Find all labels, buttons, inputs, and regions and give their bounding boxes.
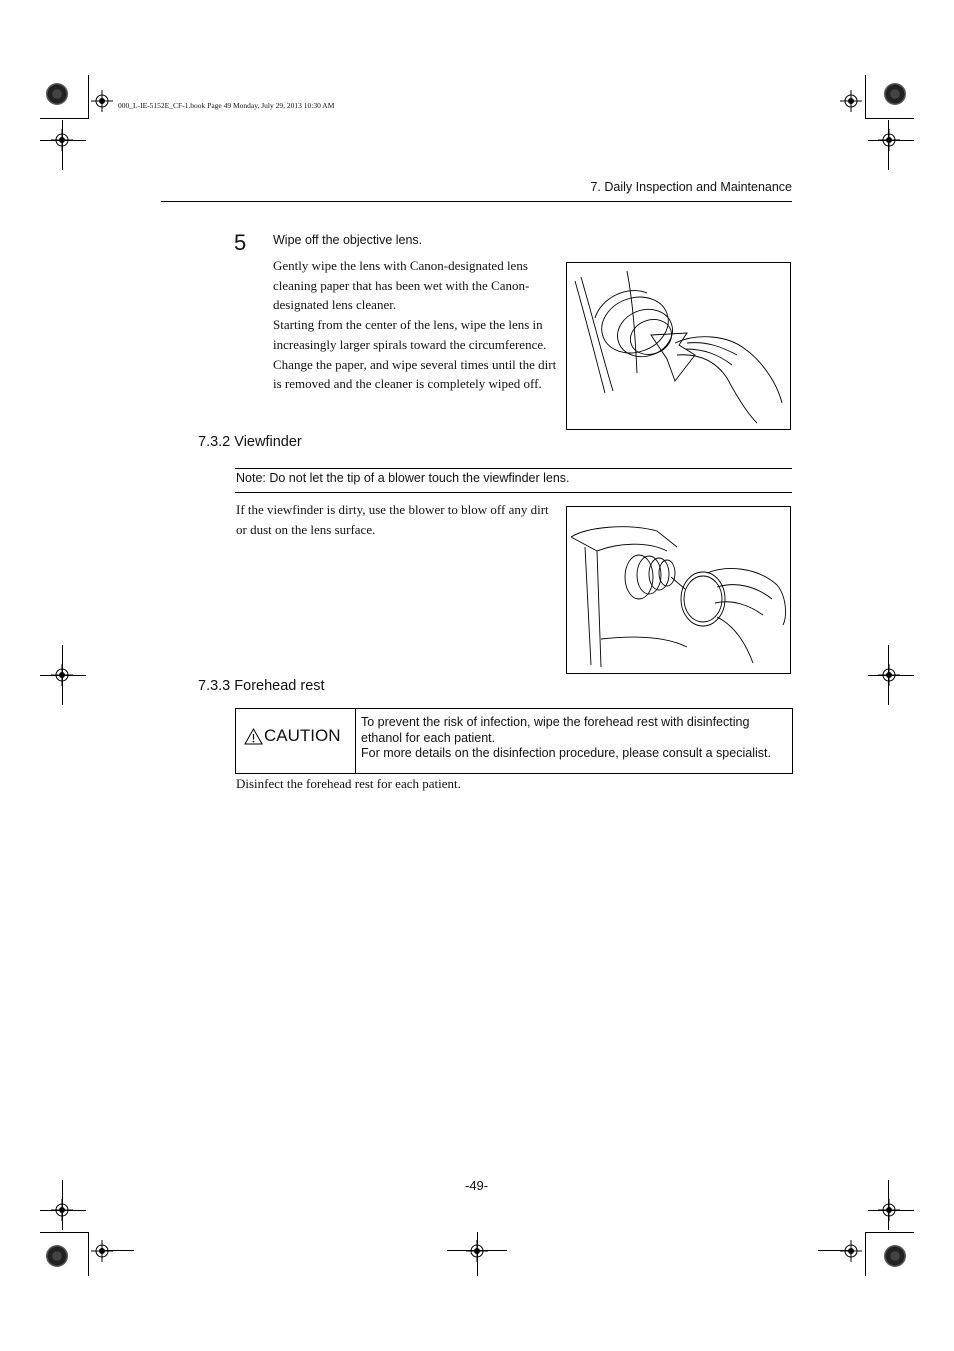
running-head: 7. Daily Inspection and Maintenance: [590, 180, 792, 194]
viewfinder-blower-illustration: [566, 506, 791, 674]
objective-lens-hand-drawing: [567, 263, 790, 429]
lens-wiping-illustration: [566, 262, 791, 430]
step-paragraph: Starting from the center of the lens, wipe the lens in increasingly larger spirals toward the circumference. Change the paper, and wipe several times until the dirt is removed and the cleaner is completely wiped off.: [273, 317, 557, 392]
header-rule: [161, 201, 792, 202]
file-info-line: 000_L-IE-5152E_CF-1.book Page 49 Monday, July 29, 2013 10:30 AM: [118, 101, 335, 110]
registration-target-icon: [878, 664, 900, 686]
step-body: [273, 256, 563, 394]
registration-target-icon: [51, 1199, 73, 1221]
registration-target-icon: [91, 90, 113, 112]
registration-target-icon: [840, 1240, 862, 1262]
warning-triangle-icon: [244, 728, 263, 745]
forehead-rest-body: Disinfect the forehead rest for each patient.: [236, 776, 461, 791]
registration-dial-icon: [46, 83, 68, 105]
step-number: 5: [234, 230, 247, 255]
caution-text: [361, 715, 789, 762]
section-title-forehead-rest: 7.3.3 Forehead rest: [198, 678, 325, 694]
registration-target-icon: [878, 129, 900, 151]
caution-paragraph: To prevent the risk of infection, wipe the forehead rest with disinfecting ethanol for each patient.: [361, 715, 750, 745]
registration-dial-icon: [46, 1245, 68, 1267]
viewfinder-blower-drawing: [567, 507, 790, 673]
step-title: Wipe off the objective lens.: [273, 233, 423, 247]
registration-target-icon: [840, 90, 862, 112]
page-number: -49-: [465, 1178, 489, 1193]
registration-dial-icon: [884, 83, 906, 105]
registration-target-icon: [51, 129, 73, 151]
section-title-viewfinder: 7.3.2 Viewfinder: [198, 434, 302, 450]
registration-dial-icon: [884, 1245, 906, 1267]
registration-target-icon: [878, 1199, 900, 1221]
caution-label: CAUTION: [264, 726, 341, 745]
caution-paragraph: For more details on the disinfection procedure, please consult a specialist.: [361, 746, 771, 760]
viewfinder-body: If the viewfinder is dirty, use the blower to blow off any dirt or dust on the lens surface.: [236, 502, 549, 537]
registration-target-icon: [91, 1240, 113, 1262]
step-paragraph: Gently wipe the lens with Canon-designated lens cleaning paper that has been wet with the Canon-designated lens cleaner.: [273, 258, 530, 313]
note-text: Note: Do not let the tip of a blower touch the viewfinder lens.: [236, 471, 570, 485]
registration-target-icon: [51, 664, 73, 686]
